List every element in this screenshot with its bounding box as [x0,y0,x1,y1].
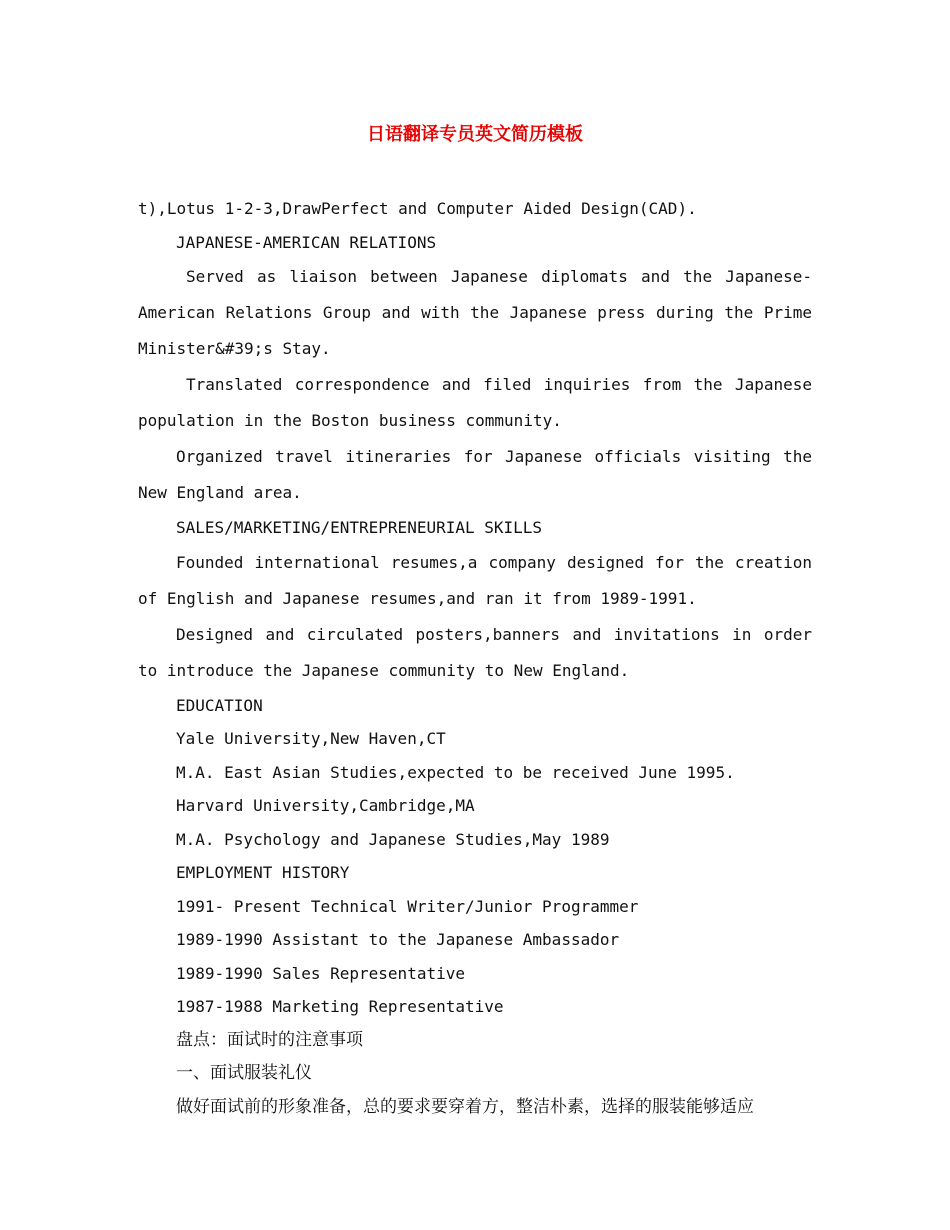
employment-item-1: 1991- Present Technical Writer/Junior Programmer [176,896,639,916]
paragraph-liaison: Served as liaison between Japanese diplomats and the Japanese-American Relations Group and with the Japanese press during the Prime Minister&#39;s Stay. [138,267,812,358]
education-harvard-degree: M.A. Psychology and Japanese Studies,May 1989 [176,829,610,849]
paragraph-translated: Translated correspondence and filed inquiries from the Japanese population in the Boston business community. [138,375,812,430]
heading-interview-attire: 一、面试服装礼仪 [176,1063,312,1083]
employment-item-2: 1989-1990 Assistant to the Japanese Ambassador [176,930,620,949]
paragraph-designed: Designed and circulated posters,banners and invitations in order to introduce the Japanese community to New England. [138,624,812,680]
heading-education: EDUCATION [176,695,263,715]
document-title: 日语翻译专员英文简历模板 [367,124,583,145]
document-body [138,192,812,1124]
education-harvard: Harvard University,Cambridge,MA [176,796,475,815]
heading-japanese-american-relations: JAPANESE-AMERICAN RELATIONS [176,232,437,252]
heading-interview-notes: 盘点：面试时的注意事项 [176,1029,363,1050]
education-yale: Yale University,New Haven,CT [176,729,446,748]
employment-item-3: 1989-1990 Sales Representative [176,963,465,983]
heading-sales-marketing: SALES/MARKETING/ENTREPRENEURIAL SKILLS [176,518,543,537]
education-yale-degree: M.A. East Asian Studies,expected to be received June 1995. [176,762,735,782]
heading-employment-history: EMPLOYMENT HISTORY [176,863,350,882]
paragraph-interview-attire: 做好面试前的形象准备，总的要求要穿着方，整洁朴素，选择的服装能够适应 [176,1096,754,1117]
paragraph-organized: Organized travel itineraries for Japanese officials visiting the New England area. [138,447,812,502]
employment-item-4: 1987-1988 Marketing Representative [176,997,504,1016]
paragraph-founded: Founded international resumes,a company designed for the creation of English and Japanese resumes,and ran it from 1989-1991. [138,552,812,608]
paragraph-software-list: t),Lotus 1-2-3,DrawPerfect and Computer Aided Design(CAD). [138,199,697,218]
